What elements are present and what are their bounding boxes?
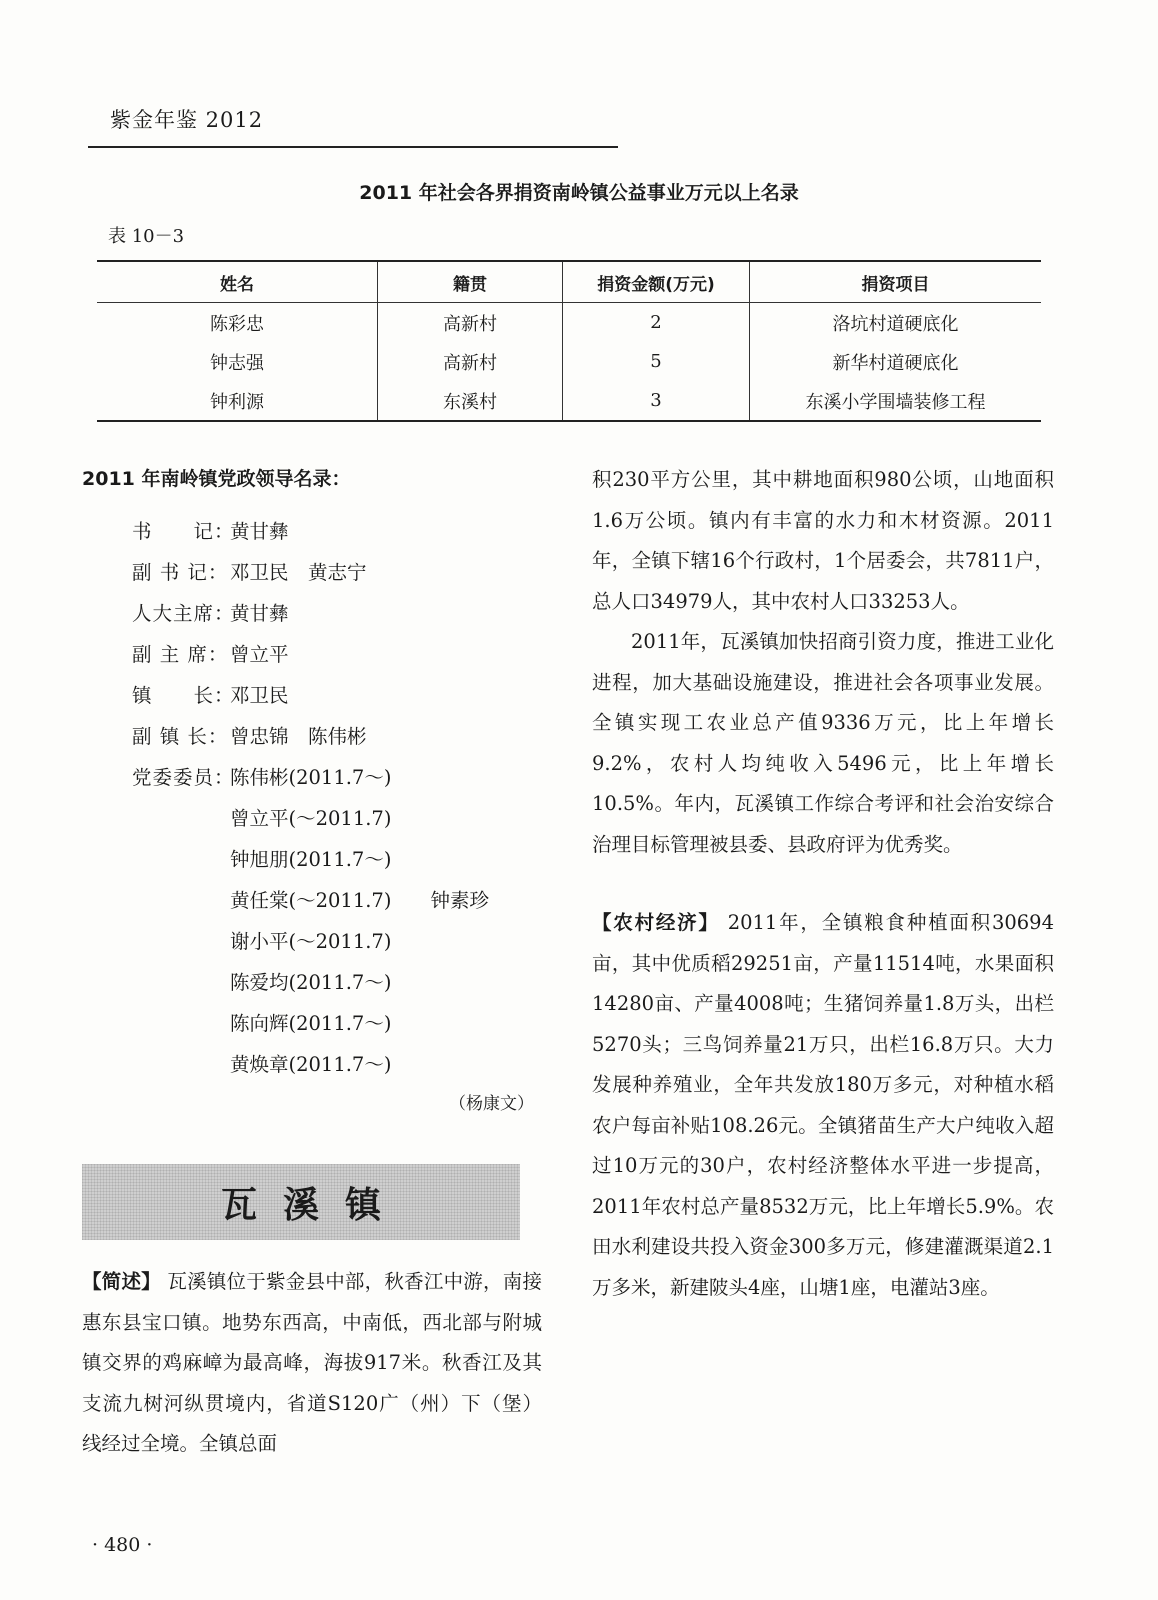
town-section-banner [82,1164,520,1240]
leader-names: 黄甘彝 [230,519,289,543]
development-paragraph: 2011年，瓦溪镇加快招商引资力度，推进工业化进程，加大基础设施建设，推进社会各项事业发展。全镇实现工农业总产值9336万元，比上年增长9.2%，农村人均纯收入5496元，比上年增长10.5%。年内，瓦溪镇工作综合考评和社会治安综合治理目标管理被县委、县政府评为优秀奖。 [592,630,1054,856]
leader-row-deputy-secretary [82,550,542,591]
committee-member: 黄焕章(2011.7～) [230,1052,392,1076]
table-row [97,303,1041,343]
column-header-name: 姓名 [97,261,378,303]
leader-names: 邓卫民 [230,683,289,707]
leader-names: 曾立平 [230,642,289,666]
leader-names: 邓卫民 黄志宁 [230,560,367,584]
town-name: 瓦溪镇 [220,1184,407,1226]
leader-role: 副 主 席： [132,642,229,666]
leader-names: 陈伟彬(2011.7～) [230,765,392,789]
table-row [97,381,1041,421]
right-column [592,460,1054,1308]
committee-member: 黄任棠(～2011.7) 钟素珍 [230,888,489,912]
cell-amount: 2 [563,303,750,343]
committee-member: 钟旭朋(2011.7～) [230,847,392,871]
committee-member: 陈爱均(2011.7～) [230,970,392,994]
leader-row-deputy-mayor [82,714,542,755]
cell-name: 钟利源 [210,391,264,413]
cell-hometown: 高新村 [378,303,563,343]
leader-row-vice-chair [82,632,542,673]
table-number: 表 10－3 [108,226,185,247]
committee-member: 陈向辉(2011.7～) [230,1011,392,1035]
left-column [82,460,542,1465]
leader-role: 书 记： [132,519,235,543]
leader-row-secretary [82,509,542,550]
leader-role: 副 书 记： [132,560,229,584]
running-header: 紫金年鉴 2012 [110,108,264,132]
cell-project: 新华村道硬底化 [750,342,1042,381]
table-title: 2011 年社会各界捐资南岭镇公益事业万元以上名录 [359,182,799,204]
cell-hometown: 东溪村 [378,381,563,421]
table-row [97,342,1041,381]
table-header-row [97,261,1041,303]
leaders-title: 2011 年南岭镇党政领导名录： [82,468,351,490]
cell-name: 钟志强 [210,352,264,374]
header-rule [88,146,618,148]
leader-role: 镇 长： [132,683,235,707]
overview-continued: 积230平方公里，其中耕地面积980公顷，山地面积1.6万公顷。镇内有丰富的水力和木材资源。2011年，全镇下辖16个行政村，1个居委会，共7811户，总人口34979人，其中农村人口33253人。 [592,468,1054,613]
leader-row-congress-chair [82,591,542,632]
overview-heading: 【简述】 [82,1270,161,1293]
rural-economy-text: 2011年，全镇粮食种植面积30694亩，其中优质稻29251亩，产量11514吨，水果面积14280亩、产量4008吨；生猪饲养量1.8万头，出栏5270头；三鸟饲养量21万只，出栏16.8万只。大力发展种养殖业，全年共发放180万多元，对种植水稻农户每亩补贴108.26元。全镇猪苗生产大户纯收入超过10万元的30户，农村经济整体水平进一步提高，2011年农村总产量8532万元，比上年增长5.9%。农田水利建设共投入资金300多万元，修建灌溉渠道2.1万多米，新建陂头4座，山塘1座，电灌站3座。 [592,911,1054,1299]
rural-economy-heading: 【农村经济】 [592,911,720,934]
column-header-amount: 捐资金额(万元) [563,261,750,303]
overview-text: 瓦溪镇位于紫金县中部，秋香江中游，南接惠东县宝口镇。地势东西高，中南低，西北部与附城镇交界的鸡麻嶂为最高峰，海拔917米。秋香江及其支流九树河纵贯境内，省道S120广（州）下（堡）线经过全境。全镇总面 [82,1270,542,1455]
leader-row-mayor [82,673,542,714]
leader-role: 人大主席： [132,601,235,625]
cell-hometown: 高新村 [378,342,563,381]
committee-member: 曾立平(～2011.7) [230,806,392,830]
committee-member: 谢小平(～2011.7) [230,929,392,953]
overview-paragraph [82,1262,542,1465]
page-number: · 480 · [92,1534,153,1556]
leader-names: 曾忠锦 陈伟彬 [230,724,367,748]
leader-names: 黄甘彝 [230,601,289,625]
cell-amount: 5 [563,342,750,381]
rural-economy-paragraph [592,903,1054,1308]
leader-row-party-committee [82,755,542,796]
cell-amount: 3 [563,381,750,421]
leader-role: 副 镇 长： [132,724,229,748]
paragraph-gap [592,865,1054,903]
column-header-project: 捐资项目 [750,261,1042,303]
cell-project: 洛坑村道硬底化 [750,303,1042,343]
author-credit: （杨康文） [449,1094,534,1114]
column-header-hometown: 籍贯 [378,261,563,303]
cell-name: 陈彩忠 [210,313,264,335]
donation-table [97,260,1041,422]
leader-role: 党委委员： [132,765,235,789]
cell-project: 东溪小学围墙装修工程 [750,381,1042,421]
